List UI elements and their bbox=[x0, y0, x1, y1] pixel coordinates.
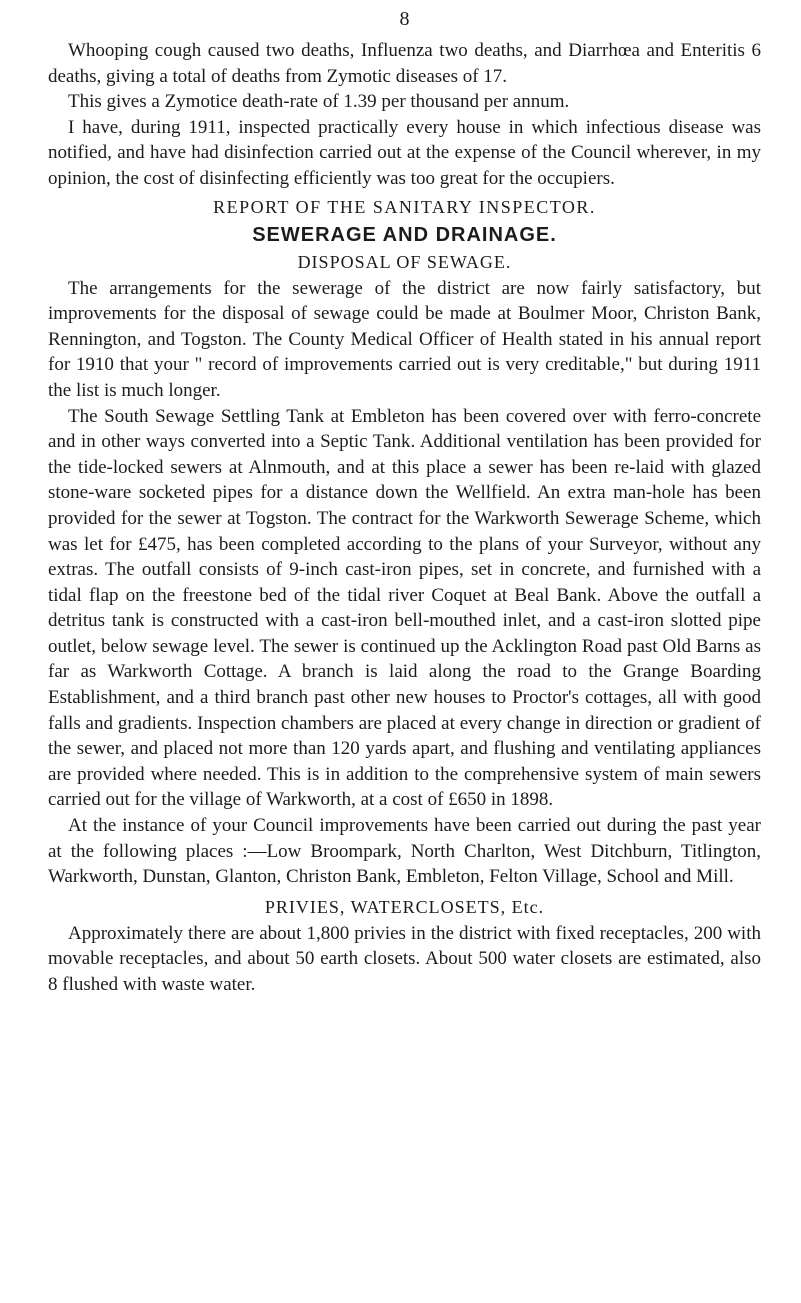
privies-paragraph: Approximately there are about 1,800 privies in the district with fixed receptacles, 200 with movable receptacles, and about 50 earth closets. About 500 water closets are estimated, also 8 flushed with waste water. bbox=[48, 922, 761, 995]
zymotic-deaths-paragraph: Whooping cough caused two deaths, Influenza two deaths, and Diarrhœa and Enteritis 6 deaths, giving a total of deaths from Zymotic diseases of 17. bbox=[48, 40, 761, 87]
improvements-places-paragraph: At the instance of your Council improvements have been carried out during the past year at the following places :—Low Broompark, North Charlton, West Ditchburn, Titlington, Warkworth, Dunstan, Glanton, Christon Bank, Embleton, Felton Village, School and Mill. bbox=[48, 815, 761, 888]
sewage-works-paragraph: The South Sewage Settling Tank at Embleton has been covered over with ferro-concrete and in other ways converted into a Septic Tank. Additional ventilation has been provided for the tide-locked sewers at Alnmouth, and at this place a sewer has been re-laid with glazed stone-ware socketed pipes for a distance down the Wellfield. An extra man-hole has been provided for the sewer at Togston. The contract for the Warkworth Sewerage Scheme, which was let for £475, has been completed according to the plans of your Surveyor, without any extras. The outfall consists of 9-inch cast-iron pipes, set in concrete, and furnished with a tidal flap on the freestone bed of the tidal river Coquet at Beal Bank. Above the outfall a detritus tank is constructed with a cast-iron bell-mouthed inlet, and a cast-iron slotted pipe outlet, below sewage level. The sewer is continued up the Acklington Road past Old Barns as far as Warkworth Cottage. A branch is laid along the road to the Grange Boarding Establishment, and a third branch past other new houses to Proctor's cottages, all with good falls and gradients. Inspection chambers are placed at every change in direction or gradient of the sewer, and placed not more than 120 yards apart, and flushing and ventilating appliances are provided where needed. This is in addition to the comprehensive system of main sewers carried out for the village of Warkworth, at a cost of £650 in 1898. bbox=[48, 405, 761, 811]
sewerage-arrangements-paragraph: The arrangements for the sewerage of the district are now fairly satisfactory, but improvements for the disposal of sewage could be made at Boulmer Moor, Christon Bank, Rennington, and Togston. The County Medical Officer of Health stated in his annual report for 1910 that your " record of improvements carried out is very creditable," but during 1911 the list is much longer. bbox=[48, 277, 761, 401]
sewerage-drainage-heading: SEWERAGE AND DRAINAGE. bbox=[252, 223, 557, 246]
page-number: 8 bbox=[399, 8, 410, 30]
death-rate-paragraph: This gives a Zymotice death-rate of 1.39 per thousand per annum. bbox=[68, 91, 570, 113]
disinfection-paragraph: I have, during 1911, inspected practically every house in which infectious disease was notified, and have had disinfection carried out at the expense of the Council wherever, in my opinion, the cost of disinfecting efficiently was too great for the occupiers. bbox=[48, 116, 761, 189]
privies-heading: PRIVIES, WATERCLOSETS, Etc. bbox=[264, 896, 545, 917]
report-heading: REPORT OF THE SANITARY INSPECTOR. bbox=[213, 196, 596, 217]
disposal-of-sewage-heading: DISPOSAL OF SEWAGE. bbox=[297, 251, 512, 272]
